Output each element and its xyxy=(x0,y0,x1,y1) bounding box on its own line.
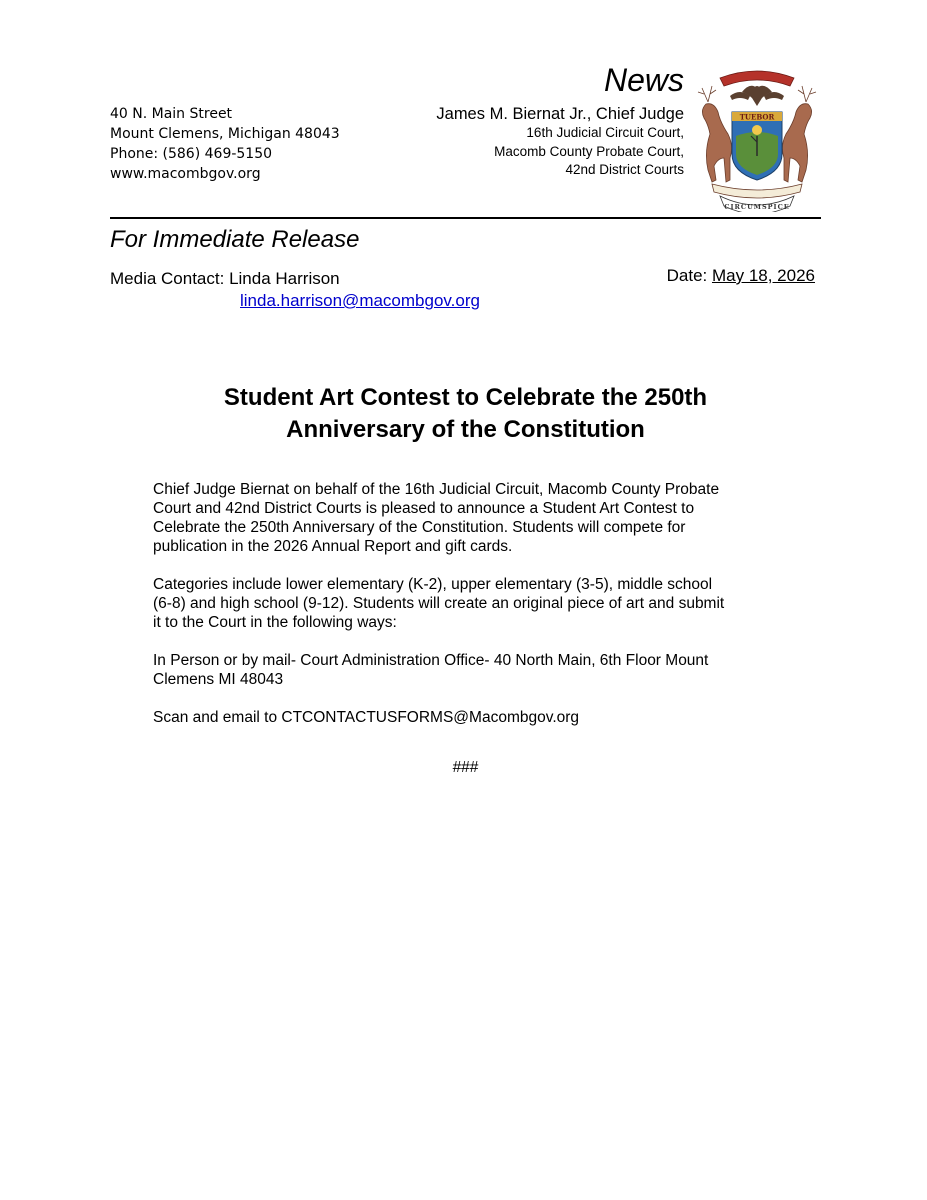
headline-line-2: Anniversary of the Constitution xyxy=(286,416,645,443)
address-website: www.macombgov.org xyxy=(110,166,261,182)
text-line: Celebrate the 250th Anniversary of the Constitution. Students will compete for xyxy=(153,519,686,536)
news-label: News xyxy=(603,62,684,98)
release-heading: For Immediate Release xyxy=(110,226,360,253)
paragraph-categories xyxy=(153,575,793,632)
text-line: publication in the 2026 Annual Report and gift cards. xyxy=(153,538,513,555)
release-date xyxy=(667,265,815,287)
end-mark: ### xyxy=(452,759,479,776)
media-contact-label: Media Contact: xyxy=(110,269,225,288)
address-block xyxy=(110,104,340,184)
date-label: Date: xyxy=(666,266,708,285)
address-phone: Phone: (586) 469-5150 xyxy=(110,146,273,162)
paragraph-email xyxy=(153,708,793,727)
media-contact-email-link[interactable]: linda.harrison@macombgov.org xyxy=(240,291,480,310)
court-line-3: 42nd District Courts xyxy=(565,162,684,177)
headline-line-1: Student Art Contest to Celebrate the 250th xyxy=(223,384,708,411)
text-line: (6-8) and high school (9-12). Students will create an original piece of art and submit xyxy=(153,595,725,612)
text-line: Categories include lower elementary (K-2), upper elementary (3-5), middle school xyxy=(153,576,713,593)
header-divider xyxy=(110,217,821,219)
judge-block xyxy=(436,104,684,180)
article-headline xyxy=(110,382,821,446)
text-line: it to the Court in the following ways: xyxy=(153,614,397,631)
text-line: Clemens MI 48043 xyxy=(153,671,284,688)
court-line-1: 16th Judicial Circuit Court, xyxy=(526,125,684,140)
svg-text:CIRCUMSPICE: CIRCUMSPICE xyxy=(724,203,790,211)
court-line-2: Macomb County Probate Court, xyxy=(494,143,684,159)
media-contact-name: Linda Harrison xyxy=(229,269,340,288)
article-body xyxy=(153,480,793,746)
date-value: May 18, 2026 xyxy=(711,266,815,285)
svg-text:TUEBOR: TUEBOR xyxy=(739,112,775,122)
chief-judge-name: James M. Biernat Jr., Chief Judge xyxy=(436,105,684,123)
address-city: Mount Clemens, Michigan 48043 xyxy=(110,126,340,142)
text-line: In Person or by mail- Court Administration Office- 40 North Main, 6th Floor Mount xyxy=(153,652,709,669)
address-street: 40 N. Main Street xyxy=(110,106,233,122)
michigan-state-seal-icon xyxy=(690,62,824,212)
text-line: Scan and email to CTCONTACTUSFORMS@Macombgov.org xyxy=(153,709,580,726)
text-line: Court and 42nd District Courts is pleased to announce a Student Art Contest to xyxy=(153,500,695,517)
paragraph-in-person xyxy=(153,651,793,689)
text-line: Chief Judge Biernat on behalf of the 16th Judicial Circuit, Macomb County Probate xyxy=(153,481,720,498)
paragraph-announcement xyxy=(153,480,793,556)
media-contact xyxy=(110,268,340,290)
